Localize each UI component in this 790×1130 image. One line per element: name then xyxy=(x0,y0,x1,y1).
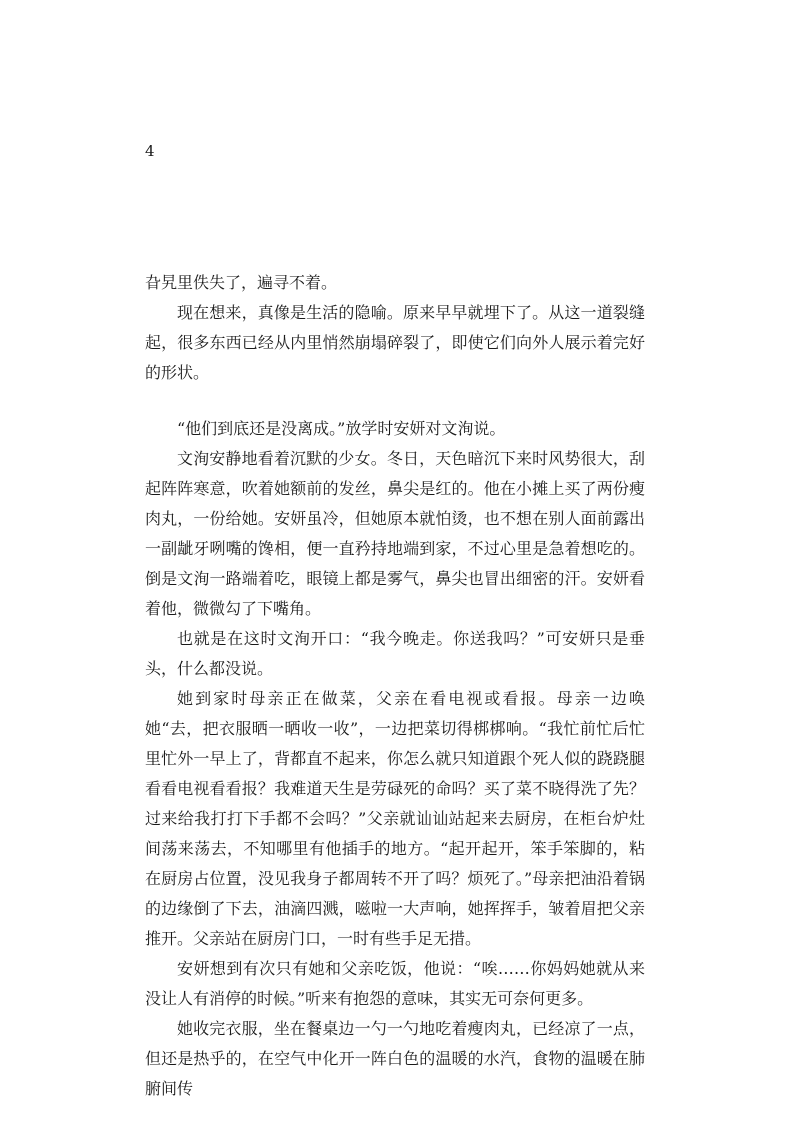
paragraph: 她到家时母亲正在做菜，父亲在看电视或看报。母亲一边唤她“去，把衣服晒一晒收一收”，一边把菜切得梆梆响。“我忙前忙后忙里忙外一早上了，背都直不起来，你怎么就只知道跟个死人似的跷跷腿看看电视看看报？我难道天生是劳碌死的命吗？买了菜不晓得洗了先？过来给我打打下手都不会吗？”父亲就讪讪站起来去厨房，在柜台炉灶间荡来荡去，不知哪里有他插手的地方。“起开起开，笨手笨脚的，粘在厨房占位置，没见我身子都周转不开了吗？烦死了。”母亲把油沿着锅的边缘倒了下去，油滴四溅，嗞啦一大声响，她挥挥手，皱着眉把父亲推开。父亲站在厨房门口，一时有些手足无措。 xyxy=(145,689,645,948)
paragraph: 也就是在这时文洵开口：“我今晚走。你送我吗？”可安妍只是垂头，什么都没说。 xyxy=(145,629,645,678)
paragraph: 现在想来，真像是生活的隐喻。原来早早就埋下了。从这一道裂缝起，很多东西已经从内里悄然崩塌碎裂了，即使它们向外人展示着完好的形状。 xyxy=(145,303,645,382)
section-break xyxy=(145,388,645,414)
paragraph: “他们到底还是没离成。”放学时安妍对文洵说。 xyxy=(177,419,506,438)
page-number: 4 xyxy=(145,142,155,160)
paragraph: 她收完衣服，坐在餐桌边一勺一勺地吃着瘦肉丸，已经凉了一点，但还是热乎的，在空气中化开一阵白色的温暖的水汽，食物的温暖在肺腑间传 xyxy=(145,1019,645,1098)
body-text xyxy=(145,268,645,1104)
paragraph-continuation: 旮旯里佚失了，遍寻不着。 xyxy=(145,273,338,292)
paragraph: 安妍想到有次只有她和父亲吃饭，他说：“唉……你妈妈她就从来没让人有消停的时候。”听来有抱怨的意味，其实无可奈何更多。 xyxy=(145,959,645,1008)
paragraph: 文洵安静地看着沉默的少女。冬日，天色暗沉下来时风势很大，刮起阵阵寒意，吹着她额前的发丝，鼻尖是红的。他在小摊上买了两份瘦肉丸，一份给她。安妍虽冷，但她原本就怕烫，也不想在别人面前露出一副龇牙咧嘴的馋相，便一直矜持地端到家，不过心里是急着想吃的。倒是文洵一路端着吃，眼镜上都是雾气，鼻尖也冒出细密的汗。安妍看着他，微微勾了下嘴角。 xyxy=(145,449,645,618)
